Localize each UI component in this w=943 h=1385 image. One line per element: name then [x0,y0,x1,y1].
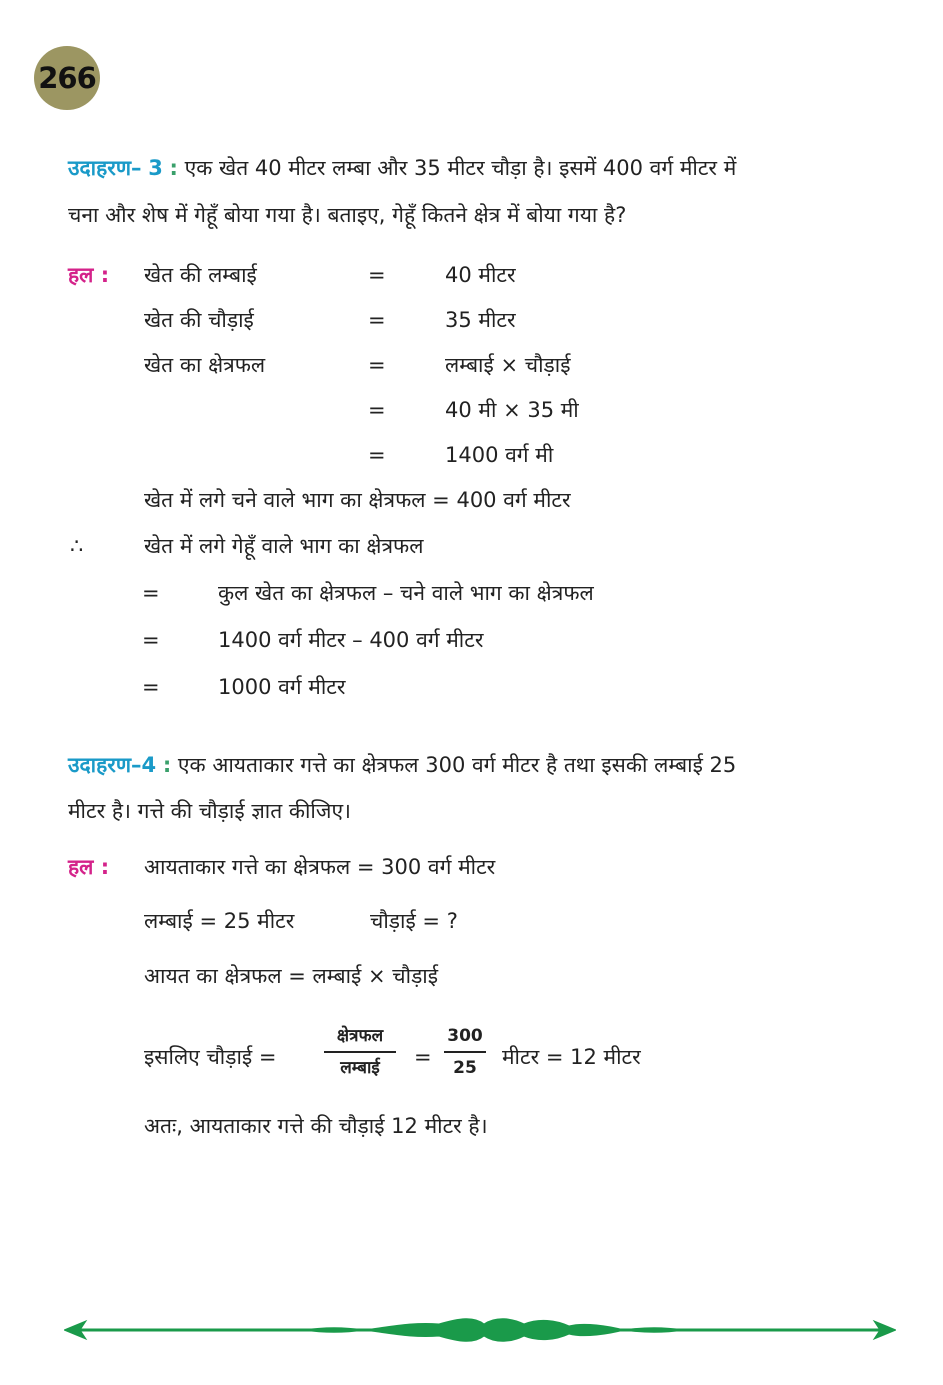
example-3-line1: एक खेत 40 मीटर लम्बा और 35 मीटर चौड़ा है। इसमें 400 वर्ग मीटर में [184,156,737,180]
sol3-row3-lhs: खेत का क्षेत्रफल [144,353,266,377]
example-3-heading [68,154,736,182]
fraction1-denominator: लम्बाई [340,1058,380,1078]
wheat-area-line: खेत में लगे गेहूँ वाले भाग का क्षेत्रफल [144,534,424,558]
fraction2-denominator: 25 [453,1058,477,1078]
step2-eq: = [142,628,160,652]
step3-eq: = [142,675,160,699]
fraction2-numerator: 300 [447,1026,483,1046]
sol3-row3-eq: = [368,353,386,377]
fraction-300-over-25 [444,1024,486,1080]
ornament-divider [64,1312,896,1348]
sol3-row4-eq: = [368,398,386,422]
sol4-breadth: चौड़ाई = ? [370,909,458,933]
sol3-row5-eq: = [368,443,386,467]
sol4-conclusion: अतः, आयताकार गत्ते की चौड़ाई 12 मीटर है। [144,1114,488,1138]
example-4-colon: : [162,753,172,777]
sol3-row2-rhs: 35 मीटर [445,308,516,332]
sol3-row1-lhs: खेत की लम्बाई [144,263,257,287]
solution-3-label: हल : [68,263,110,287]
sol4-area-line: आयताकार गत्ते का क्षेत्रफल = 300 वर्ग मीटर [144,855,496,879]
therefore-symbol: ∴ [70,534,84,558]
fraction-area-over-length [324,1024,396,1080]
sol3-row3-rhs: लम्बाई × चौड़ाई [445,353,571,377]
sol4-hence: इसलिए चौड़ाई = [144,1045,277,1069]
step2-text: 1400 वर्ग मीटर – 400 वर्ग मीटर [218,628,484,652]
sol4-eq: = [414,1045,432,1069]
gram-area-line: खेत में लगे चने वाले भाग का क्षेत्रफल = 400 वर्ग मीटर [144,488,571,512]
sol3-row5-rhs: 1400 वर्ग मी [445,443,554,467]
example-3-label: उदाहरण– [68,156,142,180]
example-4-heading [68,751,736,779]
page-number-badge [34,46,100,110]
example-3-line2: चना और शेष में गेहूँ बोया गया है। बताइए, गेहूँ कितने क्षेत्र में बोया गया है? [68,203,627,227]
step1-eq: = [142,581,160,605]
example-3-number: 3 [148,156,163,180]
solution-4-label: हल : [68,855,110,879]
sol3-row2-lhs: खेत की चौड़ाई [144,308,254,332]
sol4-result: मीटर = 12 मीटर [502,1045,641,1069]
sol3-row4-rhs: 40 मी × 35 मी [445,398,579,422]
sol4-formula: आयत का क्षेत्रफल = लम्बाई × चौड़ाई [144,964,439,988]
example-4-line1: एक आयताकार गत्ते का क्षेत्रफल 300 वर्ग मीटर है तथा इसकी लम्बाई 25 [177,753,737,777]
example-4-label: उदाहरण–4 [68,753,157,777]
fraction1-bar [324,1051,396,1053]
step1-text: कुल खेत का क्षेत्रफल – चने वाले भाग का क्षेत्रफल [218,581,594,605]
fraction1-numerator: क्षेत्रफल [336,1026,384,1046]
step3-text: 1000 वर्ग मीटर [218,675,346,699]
example-4-line2: मीटर है। गत्ते की चौड़ाई ज्ञात कीजिए। [68,799,352,823]
sol3-row2-eq: = [368,308,386,332]
sol3-row1-rhs: 40 मीटर [445,263,516,287]
sol4-length: लम्बाई = 25 मीटर [144,909,295,933]
sol3-row1-eq: = [368,263,386,287]
page-number: 266 [38,61,96,95]
example-3-colon: : [169,156,178,180]
fraction2-bar [444,1051,486,1053]
